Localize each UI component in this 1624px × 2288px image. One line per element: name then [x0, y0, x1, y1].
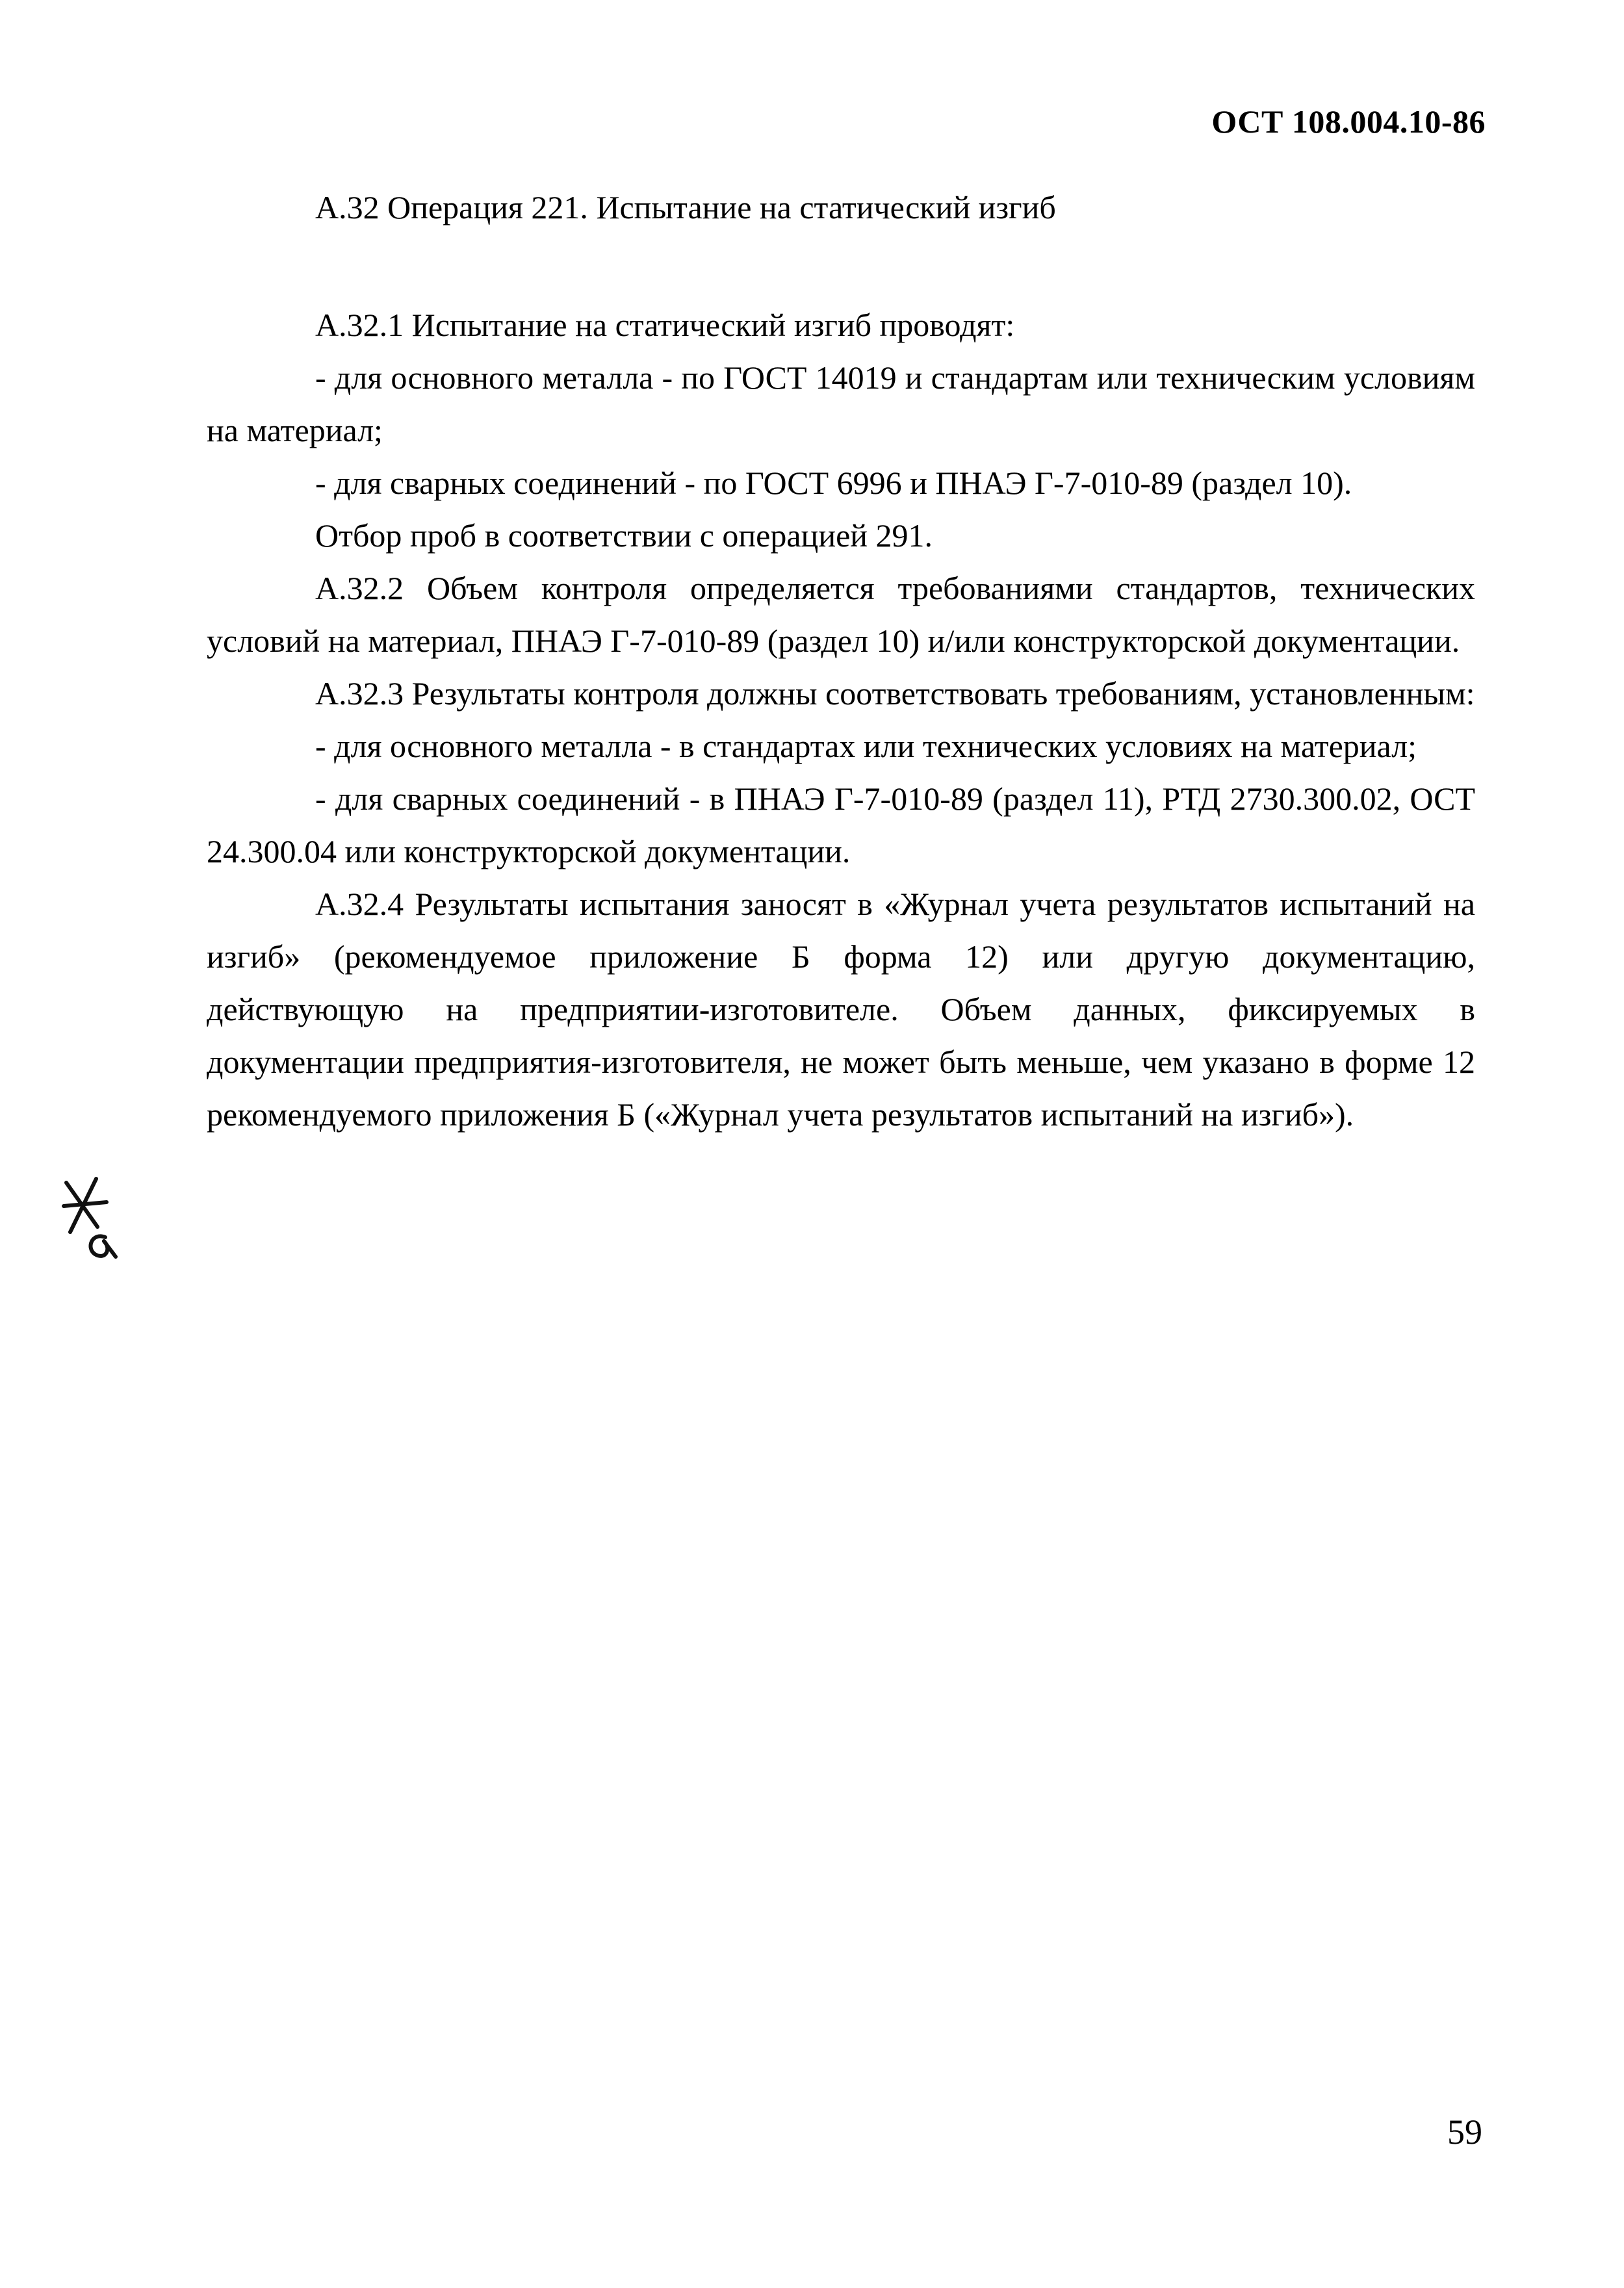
paragraph-results-base-metal: - для основного металла - в стандартах или технических условиях на материал; [315, 728, 1417, 764]
section-title: А.32 Операция 221. Испытание на статический изгиб [315, 189, 1056, 225]
paragraph-sampling: Отбор проб в соответствии с операцией 291. [315, 517, 933, 554]
paragraph-results-welded: - для сварных соединений - в ПНАЭ Г-7-010-89 (раздел 11), РТД 2730.300.02, ОСТ 24.300.04 или конструкторской документации. [207, 780, 1475, 869]
page-number: 59 [1447, 2113, 1482, 2152]
handwritten-margin-mark [52, 1170, 136, 1267]
paragraph-a32-2: А.32.2 Объем контроля определяется требованиями стандартов, технических условий на материал, ПНАЭ Г-7-010-89 (раздел 10) и/или конструкторской документации. [207, 570, 1475, 659]
paragraph-a32-3: А.32.3 Результаты контроля должны соответствовать требованиям, установленным: [315, 675, 1475, 712]
paragraph-a32-1: А.32.1 Испытание на статический изгиб проводят: [315, 307, 1015, 343]
paragraph-a32-4: А.32.4 Результаты испытания заносят в «Журнал учета результатов испытаний на изгиб» (рекомендуемое приложение Б форма 12) или другую документацию, действующую на предприятии-изготовителе. Объем данных, фиксируемых в документации предприятия-изготовителя, не может быть меньше, чем указано в форме 12 рекомендуемого приложения Б («Журнал учета результатов испытаний на изгиб»). [207, 886, 1475, 1133]
document-code: ОСТ 108.004.10-86 [1211, 103, 1486, 140]
paragraph-welded-joints: - для сварных соединений - по ГОСТ 6996 и ПНАЭ Г-7-010-89 (раздел 10). [315, 465, 1352, 501]
paragraph-base-metal: - для основного металла - по ГОСТ 14019 и стандартам или техническим условиям на материал; [207, 359, 1475, 448]
body-text [207, 299, 1475, 1141]
